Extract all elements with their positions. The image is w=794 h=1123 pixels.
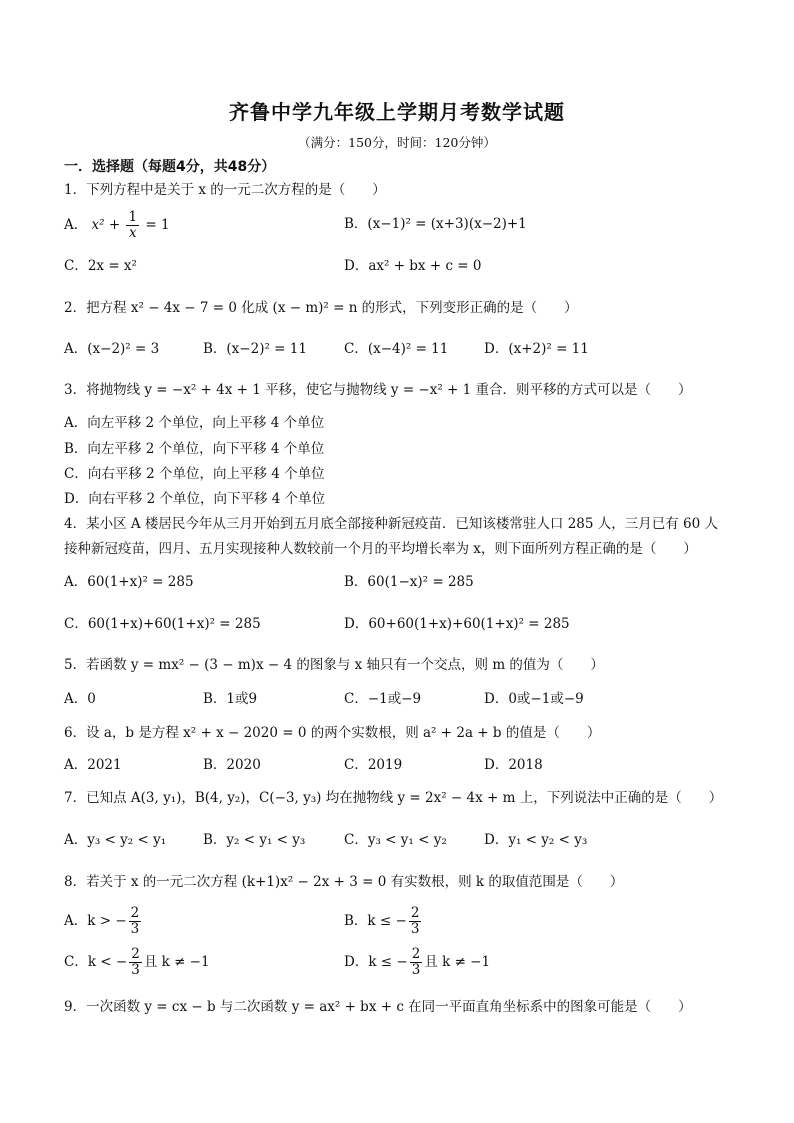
question-1-option-a: A． x² + $\frac{1}{x}$ = 1 — [64, 209, 170, 241]
question-3-option-d: D．向右平移 2 个单位，向下平移 4 个单位 — [64, 491, 326, 507]
fraction: $\frac{2}{3}$ — [411, 946, 421, 978]
question-1-option-b: B．(x−1)² = (x+3)(x−2)+1 — [344, 216, 527, 232]
question-4-option-b: B．60(1−x)² = 285 — [344, 574, 474, 590]
page-subtitle: （满分：150分，时间：120分钟） — [298, 135, 496, 150]
question-7-option-c: C．y₃ < y₁ < y₂ — [344, 832, 447, 848]
question-7-option-d: D．y₁ < y₂ < y₃ — [484, 832, 588, 848]
question-7-option-a: A．y₃ < y₂ < y₁ — [64, 832, 167, 848]
question-8-stem: 8．若关于 x 的一元二次方程 (k+1)x² − 2x + 3 = 0 有实数根，则 k 的取值范围是（ ） — [64, 874, 624, 890]
question-3-option-a: A．向左平移 2 个单位，向上平移 4 个单位 — [64, 415, 325, 431]
question-3-option-b: B．向左平移 2 个单位，向下平移 4 个单位 — [64, 441, 325, 457]
question-1-option-c: C．2x = x² — [64, 258, 137, 274]
question-8-option-d: D．k ≤ − $\frac{2}{3}$ 且 k ≠ −1 — [344, 946, 491, 978]
question-4-option-d: D．60+60(1+x)+60(1+x)² = 285 — [344, 616, 570, 632]
question-7-option-b: B．y₂ < y₁ < y₃ — [203, 832, 306, 848]
question-7-stem: 7．已知点 A(3, y₁)，B(4, y₂)，C(−3, y₃) 均在抛物线 y = 2x² − 4x + m 上，下列说法中正确的是（ ） — [64, 790, 723, 806]
fraction: $\frac{2}{3}$ — [131, 946, 140, 978]
question-4-option-c: C．60(1+x)+60(1+x)² = 285 — [64, 616, 261, 632]
question-4-stem-line-1: 4．某小区 A 楼居民今年从三月开始到五月底全部接种新冠疫苗．已知该楼常驻人口 285 人，三月已有 60 人 — [64, 516, 719, 532]
question-8-option-b: B．k ≤ − $\frac{2}{3}$ — [344, 905, 420, 937]
question-6-option-a: A．2021 — [64, 757, 122, 773]
question-6-option-b: B．2020 — [203, 757, 261, 773]
question-6-option-d: D．2018 — [484, 757, 543, 773]
question-9-stem: 9．一次函数 y = cx − b 与二次函数 y = ax² + bx + c 在同一平面直角坐标系中的图象可能是（ ） — [64, 999, 692, 1015]
question-3-option-c: C．向右平移 2 个单位，向上平移 4 个单位 — [64, 466, 325, 482]
question-8-option-a: A．k > − $\frac{2}{3}$ — [64, 905, 140, 937]
question-2-option-b: B．(x−2)² = 11 — [203, 341, 307, 357]
question-5-option-d: D．0或−1或−9 — [484, 691, 584, 707]
question-6-option-c: C．2019 — [344, 757, 403, 773]
question-2-stem: 2．把方程 x² − 4x − 7 = 0 化成 (x − m)² = n 的形式，下列变形正确的是（ ） — [64, 300, 578, 316]
fraction: $\frac{2}{3}$ — [410, 905, 420, 937]
question-4-option-a: A．60(1+x)² = 285 — [64, 574, 194, 590]
section-heading: 一．选择题（每题4分，共48分） — [64, 159, 276, 175]
question-6-stem: 6．设 a，b 是方程 x² + x − 2020 = 0 的两个实数根，则 a² + 2a + b 的值是（ ） — [64, 725, 601, 741]
fraction: $\frac{1}{x}$ — [128, 209, 138, 241]
question-1-option-d: D．ax² + bx + c = 0 — [344, 258, 482, 274]
question-5-option-b: B．1或9 — [203, 691, 258, 707]
question-2-option-d: D．(x+2)² = 11 — [484, 341, 589, 357]
question-5-option-a: A．0 — [64, 691, 96, 707]
question-3-stem: 3．将抛物线 y = −x² + 4x + 1 平移，使它与抛物线 y = −x² + 1 重合．则平移的方式可以是（ ） — [64, 382, 692, 398]
question-2-option-a: A．(x−2)² = 3 — [64, 341, 160, 357]
page-title: 齐鲁中学九年级上学期月考数学试题 — [229, 100, 565, 124]
fraction: $\frac{2}{3}$ — [130, 905, 140, 937]
question-1-stem: 1．下列方程中是关于 x 的一元二次方程的是（ ） — [64, 182, 386, 198]
question-4-stem-line-2: 接种新冠疫苗，四月、五月实现接种人数较前一个月的平均增长率为 x，则下面所列方程正确的是（ ） — [64, 541, 697, 557]
question-5-stem: 5．若函数 y = mx² − (3 − m)x − 4 的图象与 x 轴只有一个交点，则 m 的值为（ ） — [64, 657, 604, 673]
question-2-option-c: C．(x−4)² = 11 — [344, 341, 449, 357]
question-5-option-c: C．−1或−9 — [344, 691, 422, 707]
question-8-option-c: C．k < − $\frac{2}{3}$ 且 k ≠ −1 — [64, 946, 210, 978]
